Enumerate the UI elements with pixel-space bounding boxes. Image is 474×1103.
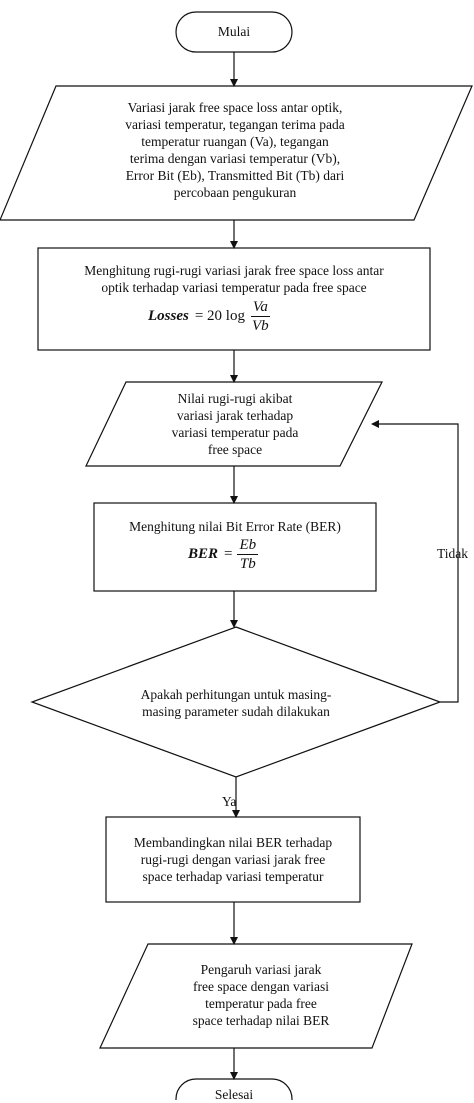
label-yes: Ya [222, 794, 237, 809]
process1-text [38, 262, 430, 296]
input-line: Error Bit (Eb), Transmitted Bit (Tb) dari [125, 168, 345, 183]
process3-line: Membandingkan nilai BER terhadap [133, 835, 333, 850]
formula-losses-den: Vb [251, 318, 269, 334]
output1-line: variasi temperatur pada [171, 425, 299, 440]
input-line: temperatur ruangan (Va), tegangan [141, 134, 329, 149]
formula-losses-num: Va [252, 299, 268, 315]
formula-losses-eq: = 20 log [194, 308, 245, 324]
label-no: Tidak [437, 546, 469, 561]
decision-line: Apakah perhitungan untuk masing- [140, 687, 332, 702]
output1-line: variasi jarak terhadap [176, 408, 294, 423]
process1-line: Menghitung rugi-rugi variasi jarak free space loss antar [84, 263, 384, 278]
input-line: terima dengan variasi temperatur (Vb), [129, 151, 341, 166]
output2-line: free space dengan variasi [192, 979, 330, 994]
input-line: variasi temperatur, tegangan terima pada [125, 117, 345, 132]
output2-line: temperatur pada free [205, 996, 317, 1011]
formula-ber-den: Tb [239, 556, 256, 572]
process3-text [106, 834, 360, 885]
formula-ber-lhs: BER [188, 546, 219, 562]
arrow-loop-no [372, 424, 458, 702]
ber-formula [188, 536, 298, 573]
output1-line: free space [207, 442, 263, 457]
output2-line: space terhadap nilai BER [192, 1013, 330, 1028]
process3-line: space terhadap variasi temperatur [142, 869, 324, 884]
output1-text [112, 390, 358, 458]
process3-line: rugi-rugi dengan variasi jarak free [140, 852, 326, 867]
input-line: percobaan pengukuran [173, 185, 297, 200]
formula-ber-fraction [237, 536, 258, 573]
formula-losses-lhs: Losses [148, 308, 189, 324]
formula-ber-eq: = [224, 546, 233, 562]
decision-line: masing parameter sudah dilakukan [142, 704, 330, 719]
decision-text [80, 686, 392, 720]
output1-line: Nilai rugi-rugi akibat [177, 391, 293, 406]
losses-formula [148, 298, 338, 335]
output2-text [130, 961, 392, 1029]
end-label: Selesai [214, 1087, 254, 1102]
formula-losses-fraction [250, 298, 271, 335]
output2-line: Pengaruh variasi jarak [200, 962, 322, 977]
start-label: Mulai [217, 24, 251, 39]
process1-line: optik terhadap variasi temperatur pada free space [101, 280, 367, 295]
process2-text: Menghitung nilai Bit Error Rate (BER) [129, 519, 341, 534]
input-text [60, 99, 410, 201]
input-line: Variasi jarak free space loss antar optik, [127, 100, 343, 115]
formula-ber-num: Eb [239, 537, 257, 553]
